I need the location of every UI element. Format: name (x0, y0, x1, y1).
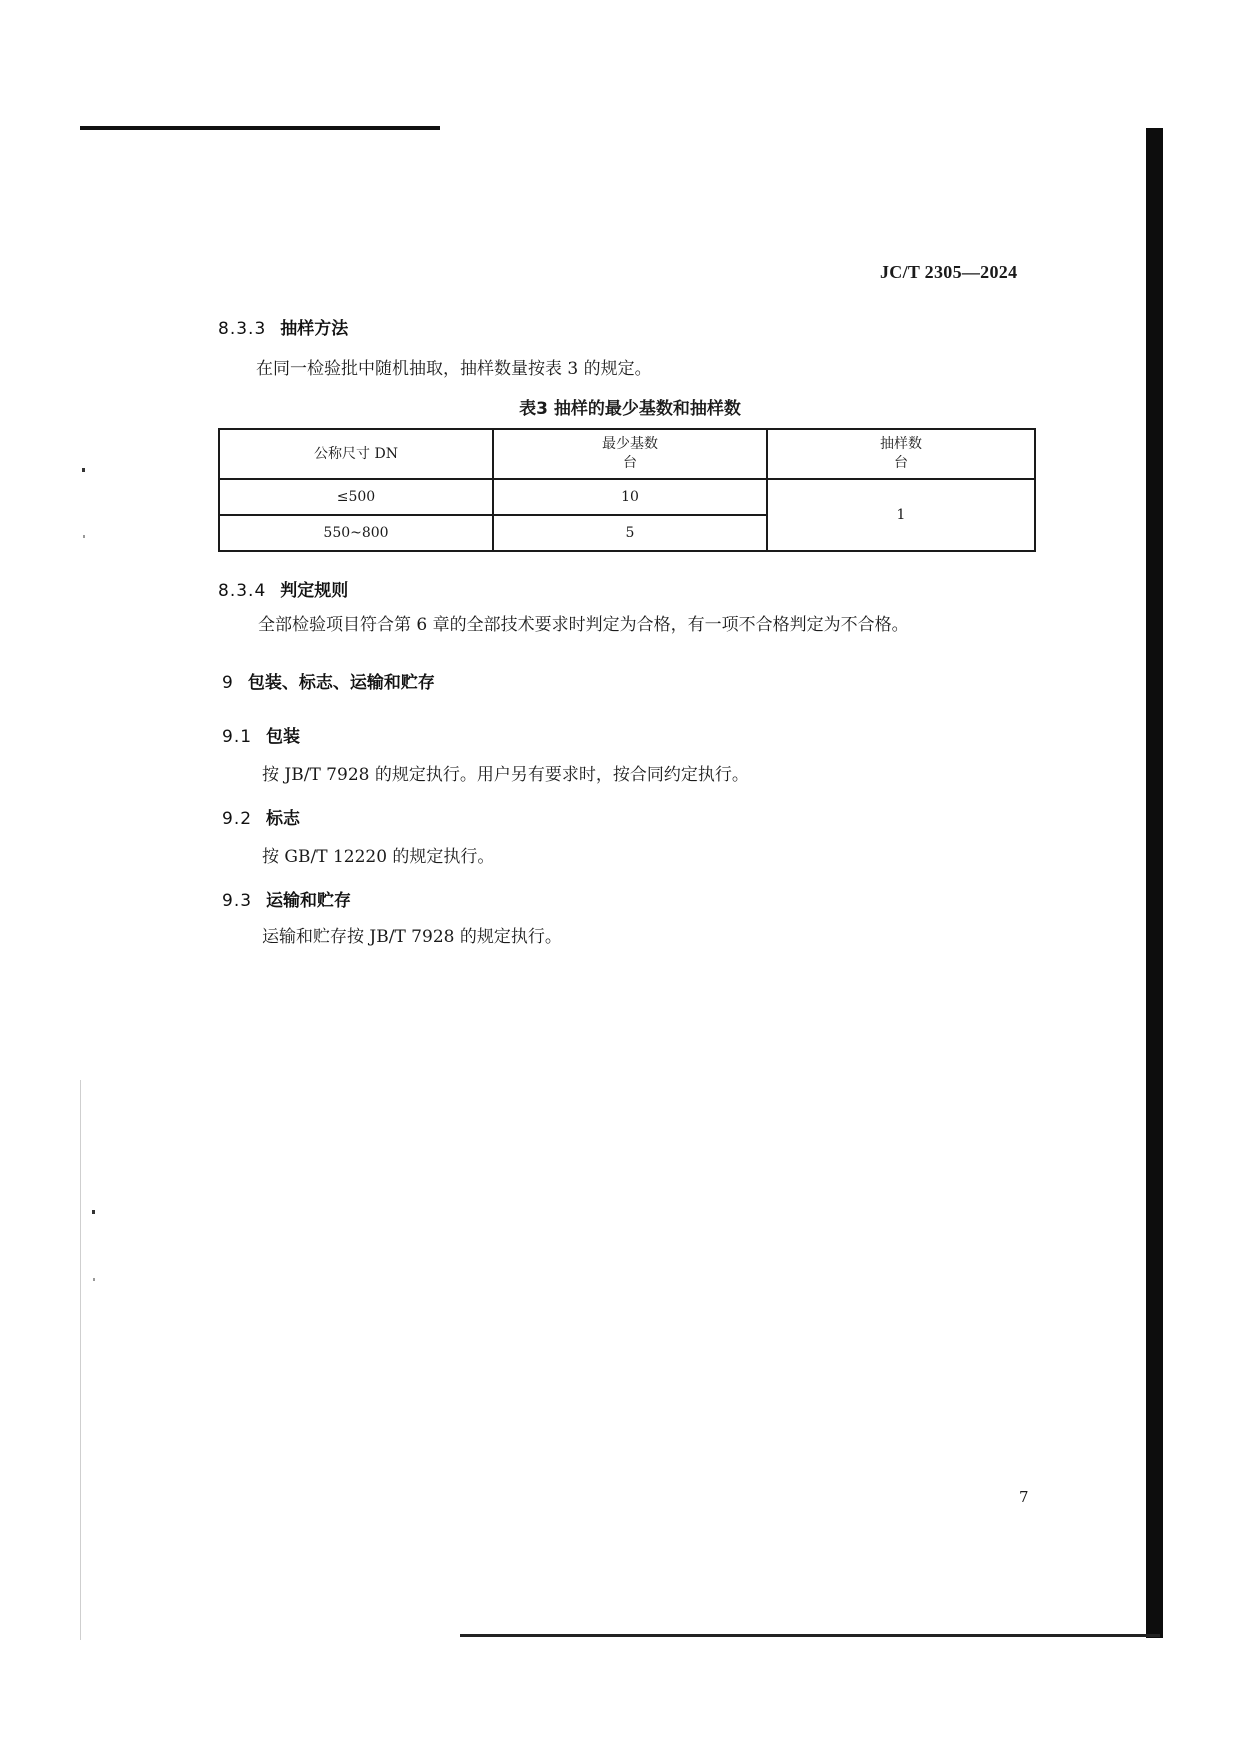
scan-bottom-rule (460, 1634, 1160, 1637)
scan-top-rule (80, 126, 440, 130)
section-title: 包装 (266, 727, 301, 747)
cell-dn: ≤500 (219, 479, 493, 515)
section-number: 9.3 (222, 891, 253, 911)
section-title: 标志 (266, 809, 301, 829)
scan-speck (93, 1278, 95, 1281)
table-row (219, 479, 1035, 515)
table-header-row (219, 429, 1035, 479)
section-8-3-4-heading (218, 576, 348, 601)
section-9-3-heading (222, 886, 351, 911)
section-9-1-heading (222, 722, 300, 747)
header-cell-dn (219, 429, 493, 479)
section-title: 抽样方法 (280, 319, 349, 339)
header-unit: 台 (623, 455, 637, 471)
cell-dn: 550~800 (219, 515, 493, 551)
sampling-table (218, 428, 1036, 552)
section-8-3-4-text: 全部检验项目符合第 6 章的全部技术要求时判定为合格，有一项不合格判定为不合格。 (258, 615, 909, 635)
section-title: 运输和贮存 (266, 891, 352, 911)
section-8-3-3-heading (218, 314, 348, 339)
section-title: 判定规则 (280, 581, 349, 601)
section-9-1-text: 按 JB/T 7928 的规定执行。用户另有要求时，按合同约定执行。 (262, 765, 749, 785)
header-cell-sample-count (767, 429, 1035, 479)
header-cell-min-base (493, 429, 767, 479)
section-title: 包装、标志、运输和贮存 (247, 673, 435, 693)
header-label: 公称尺寸 DN (314, 445, 398, 462)
scan-speck (82, 468, 85, 472)
scan-speck (92, 1210, 95, 1214)
section-number: 9.1 (222, 727, 253, 747)
scan-speck (83, 535, 85, 538)
section-9-2-text: 按 GB/T 12220 的规定执行。 (262, 847, 495, 867)
section-9-3-text: 运输和贮存按 JB/T 7928 的规定执行。 (262, 927, 562, 947)
header-unit: 台 (894, 455, 908, 471)
scan-left-edge (80, 1080, 81, 1640)
section-number: 8.3.4 (218, 581, 267, 601)
section-number: 9.2 (222, 809, 253, 829)
section-8-3-3-text: 在同一检验批中随机抽取，抽样数量按表 3 的规定。 (256, 359, 652, 379)
table-caption: 表3 抽样的最少基数和抽样数 (519, 399, 741, 419)
scan-right-edge (1146, 128, 1163, 1638)
page-number: 7 (1019, 1488, 1029, 1506)
cell-min-base: 5 (493, 515, 767, 551)
section-9-2-heading (222, 804, 300, 829)
cell-sample-count: 1 (767, 479, 1035, 551)
section-9-heading (222, 668, 435, 693)
header-label: 抽样数 (880, 436, 922, 452)
header-label: 最少基数 (602, 436, 658, 452)
section-number: 8.3.3 (218, 319, 267, 339)
section-number: 9 (222, 673, 234, 693)
document-code: JC/T 2305—2024 (880, 262, 1018, 282)
cell-min-base: 10 (493, 479, 767, 515)
